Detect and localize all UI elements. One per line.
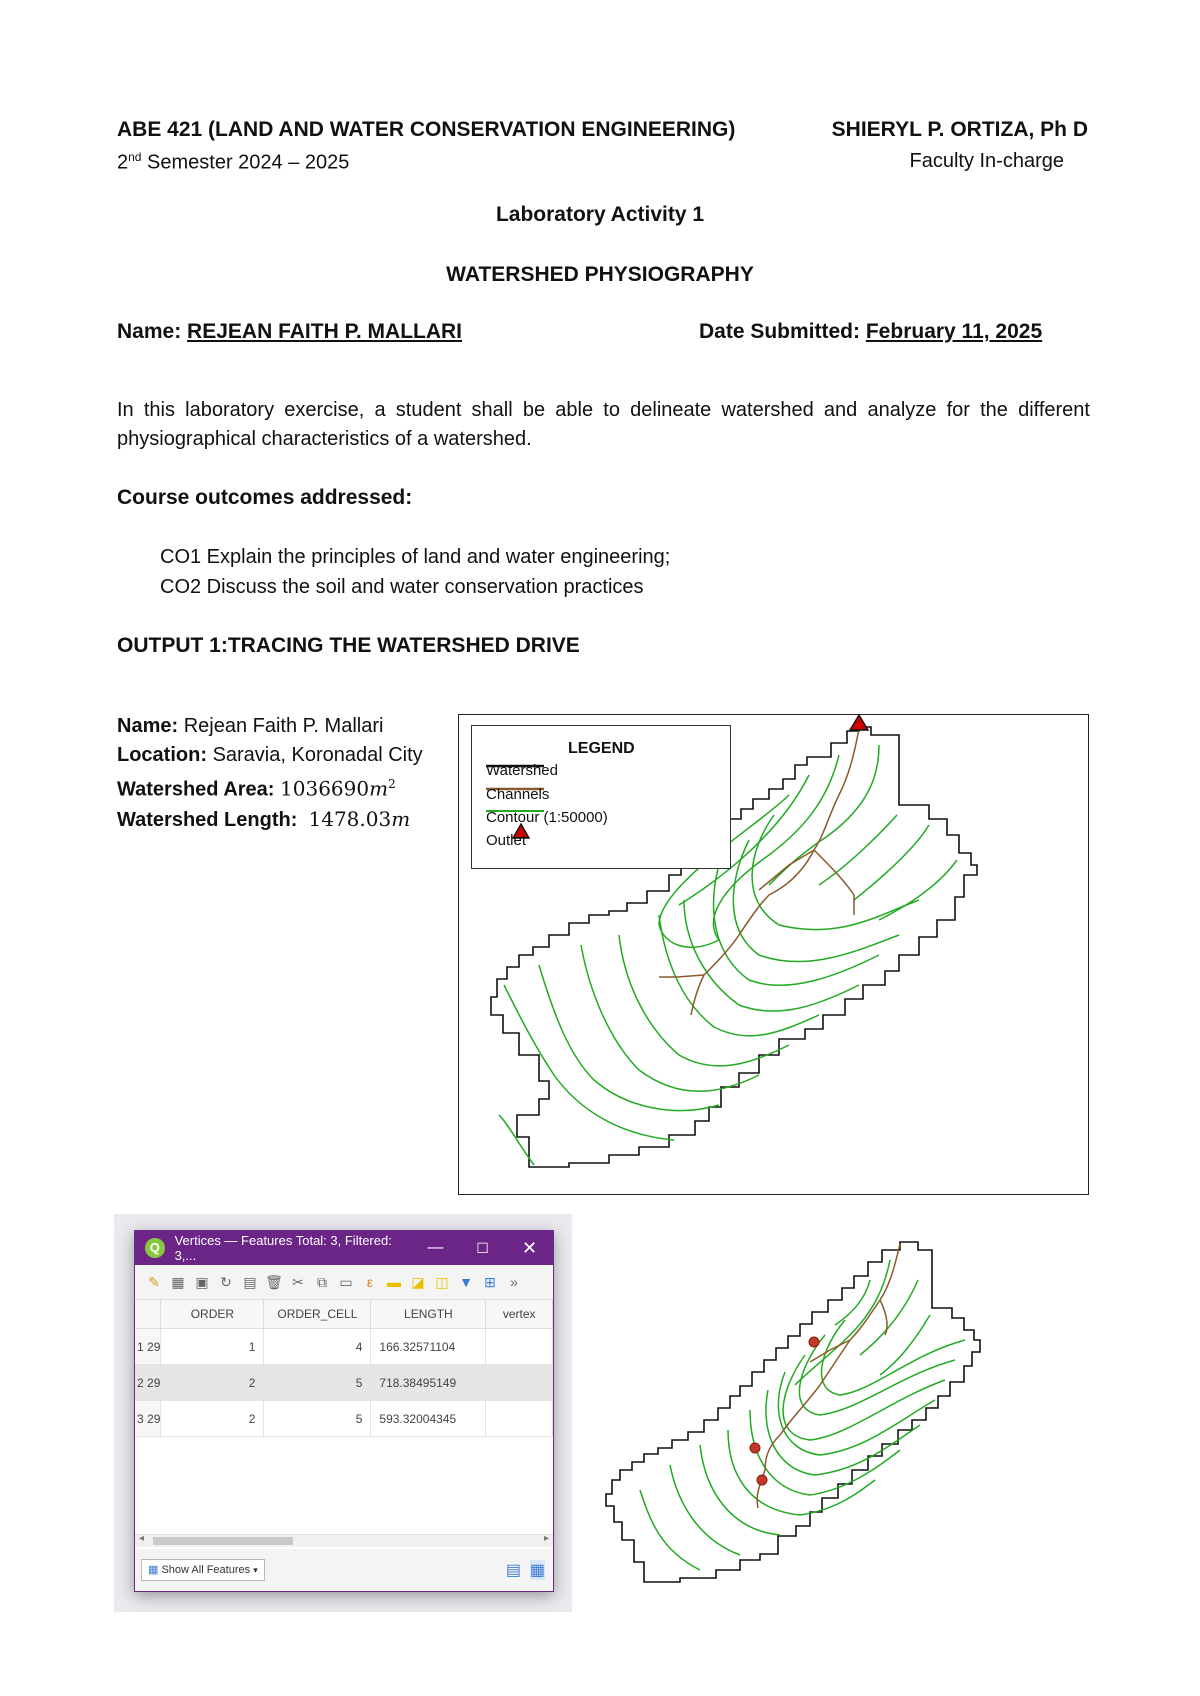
cell-order[interactable]: 2: [161, 1365, 264, 1401]
table-row[interactable]: [135, 1329, 553, 1365]
show-all-features-button[interactable]: ▦ Show All Features ▾: [141, 1559, 265, 1581]
cell-vertex[interactable]: [486, 1365, 553, 1401]
channel-lines: [757, 1244, 900, 1508]
row-header[interactable]: 2 29: [135, 1365, 161, 1401]
row-header[interactable]: 1 29: [135, 1329, 161, 1365]
cell-vertex[interactable]: [486, 1329, 553, 1365]
activity-title: Laboratory Activity 1: [495, 203, 705, 226]
cell-length[interactable]: 166.32571104: [371, 1329, 486, 1365]
cell-vertex[interactable]: [486, 1401, 553, 1437]
cell-length[interactable]: 718.38495149: [371, 1365, 486, 1401]
output-heading: OUTPUT 1:TRACING THE WATERSHED DRIVE: [117, 634, 580, 657]
outlet-point: [809, 1337, 819, 1347]
pan-to-selected-icon[interactable]: ⊞: [484, 1274, 496, 1290]
deselect-icon[interactable]: ◫: [435, 1274, 449, 1290]
table-view-icon[interactable]: ▦: [529, 1562, 545, 1579]
horizontal-scrollbar[interactable]: [135, 1534, 553, 1547]
column-header[interactable]: ORDER_CELL: [264, 1300, 371, 1329]
instructor-role: Faculty In-charge: [909, 150, 1064, 172]
scroll-left-icon[interactable]: ◂: [139, 1533, 145, 1544]
column-header[interactable]: LENGTH: [371, 1300, 486, 1329]
save-edits-icon[interactable]: ▣: [195, 1274, 209, 1290]
cell-order-cell[interactable]: 4: [264, 1329, 371, 1365]
scroll-right-icon[interactable]: ▸: [543, 1533, 549, 1544]
outcomes-heading: Course outcomes addressed:: [117, 486, 413, 509]
outlet-point: [757, 1475, 767, 1485]
outcome-item: CO2 Discuss the soil and water conservation practices: [160, 576, 644, 598]
table-row[interactable]: [135, 1401, 553, 1437]
student-name-line: Name: REJEAN FAITH P. MALLARI: [117, 320, 463, 343]
legend-channels: Channels: [486, 786, 550, 803]
info-area: 1036690: [280, 776, 370, 801]
watershed-outlets-map: [600, 1240, 1030, 1600]
edit-pencil-icon[interactable]: ✎: [148, 1274, 160, 1290]
paste-icon[interactable]: ▭: [339, 1274, 353, 1290]
row-header-corner: [135, 1300, 161, 1329]
cell-order[interactable]: 1: [161, 1329, 264, 1365]
legend-outlet: Outlet: [486, 832, 527, 849]
legend-contour: Contour (1:50000): [486, 809, 608, 826]
info-location: Saravia, Koronadal City: [212, 744, 423, 766]
intro-paragraph: In this laboratory exercise, a student shall be able to delineate watershed and analyze for the different physiographical characteristics of a watershed.: [117, 399, 1090, 450]
cut-icon[interactable]: ✂: [292, 1274, 304, 1290]
cell-order-cell[interactable]: 5: [264, 1401, 371, 1437]
add-feature-icon[interactable]: ▤: [243, 1274, 257, 1290]
student-name: REJEAN FAITH P. MALLARI: [187, 320, 463, 343]
outlet-marker: [850, 715, 868, 730]
close-icon[interactable]: ✕: [521, 1237, 538, 1258]
window-titlebar: [135, 1231, 553, 1265]
form-view-icon[interactable]: ▤: [505, 1562, 521, 1579]
window-footer: [135, 1549, 553, 1591]
reload-icon[interactable]: ↻: [220, 1274, 232, 1290]
table-icon: ▦: [148, 1564, 159, 1576]
select-all-icon[interactable]: ▬: [387, 1274, 401, 1290]
window-title: Vertices — Features Total: 3, Filtered: 3,...: [174, 1233, 392, 1263]
date-submitted: February 11, 2025: [865, 320, 1043, 343]
filter-icon[interactable]: ▼: [459, 1274, 473, 1290]
outcome-item: CO1 Explain the principles of land and water engineering;: [160, 546, 671, 568]
minimize-icon[interactable]: —: [427, 1239, 444, 1256]
select-expression-icon[interactable]: ε: [366, 1274, 374, 1290]
course-title: ABE 421 (LAND AND WATER CONSERVATION ENGINEERING): [117, 118, 736, 141]
info-name: Rejean Faith P. Mallari: [183, 715, 384, 737]
multi-edit-icon[interactable]: ▦: [171, 1274, 185, 1290]
watershed-info: Name: Rejean Faith P. Mallari Location: Saravia, Koronadal City Watershed Area: $1036690m^2$ Watershed Length: 1478.03m: [117, 715, 423, 831]
column-header[interactable]: ORDER: [161, 1300, 264, 1329]
watershed-map: [458, 714, 1089, 1195]
instructor-name: SHIERYL P. ORTIZA, Ph D: [831, 118, 1088, 141]
delete-feature-icon[interactable]: 🗑: [265, 1274, 283, 1290]
row-header[interactable]: 3 29: [135, 1401, 161, 1437]
map-legend: LEGEND Watershed Channels Contour (1:50000) Outlet: [471, 725, 731, 869]
more-tools-icon[interactable]: »: [510, 1274, 518, 1290]
qgis-logo-icon: Q: [145, 1238, 165, 1258]
column-header[interactable]: vertex: [486, 1300, 553, 1329]
copy-icon[interactable]: ⧉: [317, 1274, 327, 1290]
maximize-icon[interactable]: ☐: [476, 1239, 489, 1256]
qgis-attribute-window: [134, 1230, 554, 1592]
qgis-screenshot: [114, 1214, 572, 1612]
scrollbar-thumb[interactable]: [153, 1537, 293, 1545]
cell-length[interactable]: 593.32004345: [371, 1401, 486, 1437]
table-row[interactable]: [135, 1365, 553, 1401]
outlets-map-drawing: [600, 1240, 1030, 1600]
invert-selection-icon[interactable]: ◪: [411, 1274, 425, 1290]
contour-lines: [640, 1260, 965, 1570]
legend-watershed: Watershed: [486, 762, 558, 779]
cell-order-cell[interactable]: 5: [264, 1365, 371, 1401]
info-length: 1478.03: [308, 806, 392, 831]
semester: 2nd Semester 2024 – 2025: [117, 150, 350, 174]
attribute-toolbar: [135, 1265, 553, 1300]
outlet-point: [750, 1443, 760, 1453]
dropdown-arrow-icon: ▾: [253, 1565, 258, 1575]
activity-subtitle: WATERSHED PHYSIOGRAPHY: [446, 263, 754, 286]
date-submitted-line: Date Submitted: February 11, 2025: [699, 320, 1043, 343]
attribute-table: [135, 1300, 553, 1437]
watershed-boundary: [606, 1242, 980, 1582]
cell-order[interactable]: 2: [161, 1401, 264, 1437]
